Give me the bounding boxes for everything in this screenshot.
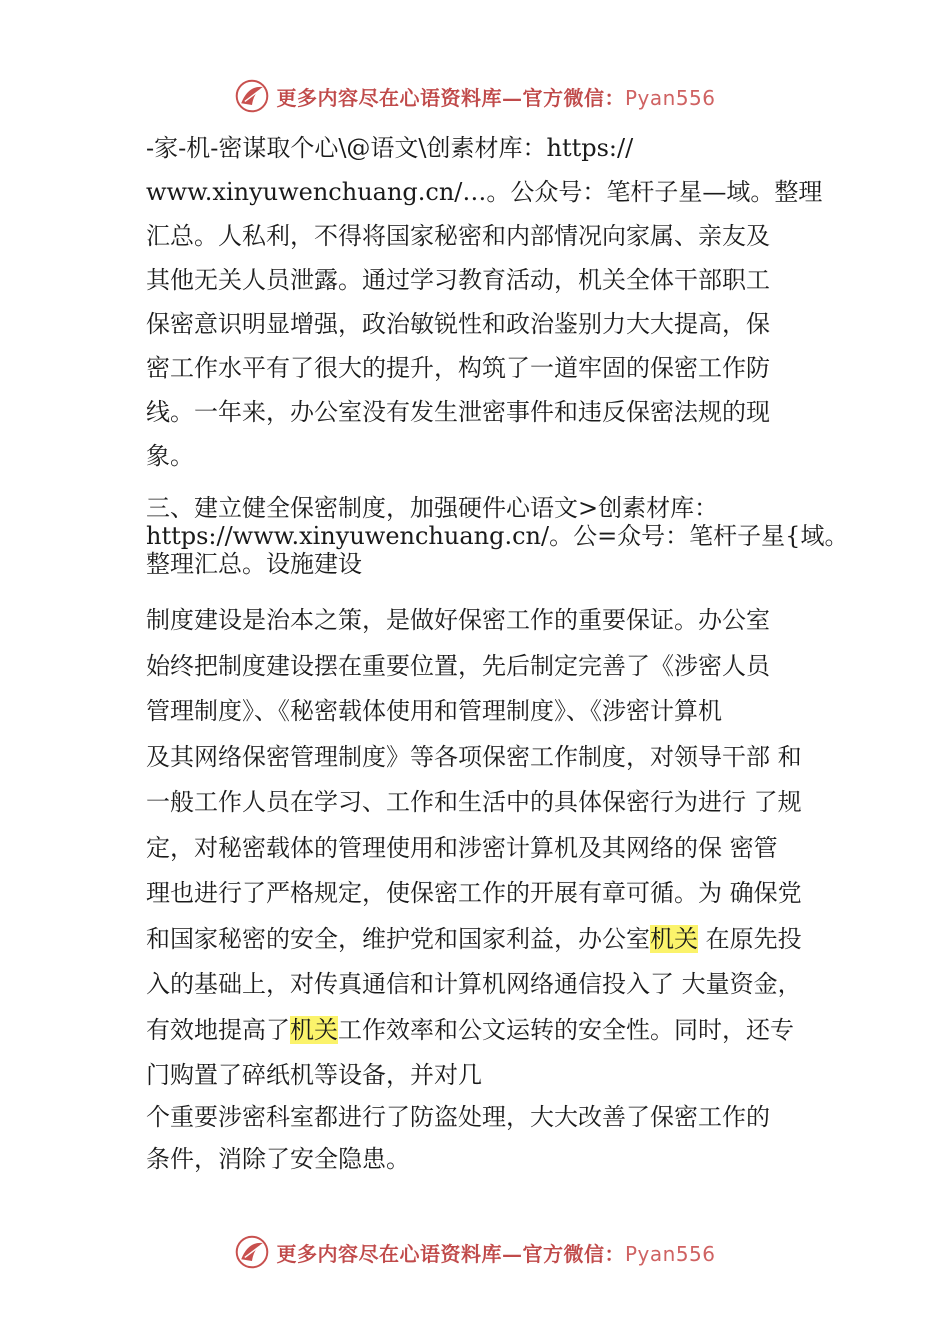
banner-content [234,1234,715,1270]
text-line: 定，对秘密载体的管理使用和涉密计算机及其网络的保 密管 [146,833,778,862]
banner-content [234,78,715,114]
brand-logo-icon [234,78,270,114]
footer-banner [0,1232,950,1272]
text-line: -家-机-密谋取个心\@语文\创素材库：https:// [146,134,634,162]
text-line: 密工作水平有了很大的提升，构筑了一道牢固的保密工作防 [146,354,770,382]
heading-line: 整理汇总。设施建设 [146,550,362,578]
heading-line: 三、建立健全保密制度，加强硬件心语文>创素材库： [146,494,719,522]
text-line [146,1008,846,1054]
text-segment: 有效地提高了 [146,1015,290,1044]
text-segment: 工作效率和公文运转的安全性。同时，还专 [338,1015,794,1044]
paragraph-1 [146,126,846,478]
paragraph-3 [146,1096,846,1180]
text-line: 个重要涉密科室都进行了防盗处理，大大改善了保密工作的 [146,1103,770,1131]
text-line: 制度建设是治本之策，是做好保密工作的重要保证。办公室 [146,606,770,634]
highlighted-term: 机关 [290,1015,338,1044]
text-line: 汇总。人私利，不得将国家秘密和内部情况向家属、亲友及 [146,222,770,250]
paragraph-2 [146,598,846,1099]
text-line: 象。 [146,442,194,470]
text-segment: 在原先投 [698,924,802,953]
text-line: 理也进行了严格规定，使保密工作的开展有章可循。为 确保党 [146,879,802,907]
section-heading [146,494,849,578]
heading-line: https://www.xinyuwenchuang.cn/。公=众号：笔杆子星{域。 [146,522,849,550]
text-line: 条件，消除了安全隐患。 [146,1145,410,1173]
brand-logo-icon [234,1234,270,1270]
banner-text: 更多内容尽在心语资料库—官方微信：Pyan556 [276,85,716,110]
text-line: 及其网络保密管理制度》等各项保密工作制度，对领导干部 和 [146,742,802,771]
text-line: 线。一年来，办公室没有发生泄密事件和违反保密法规的现 [146,398,770,426]
text-line: 始终把制度建设摆在重要位置，先后制定完善了《涉密人员 [146,651,770,680]
header-banner [0,76,950,116]
banner-text: 更多内容尽在心语资料库—官方微信：Pyan556 [276,1241,716,1266]
text-line: 入的基础上，对传真通信和计算机网络通信投入了 大量资金， [146,970,802,998]
text-line: 门购置了碎纸机等设备，并对几 [146,1061,482,1089]
banner-wechat-handle: Pyan556 [624,1241,716,1266]
banner-wechat-handle: Pyan556 [624,85,716,110]
text-line: 一般工作人员在学习、工作和生活中的具体保密行为进行 了规 [146,788,802,816]
text-line: 管理制度》、《秘密载体使用和管理制度》、《涉密计算机 [146,697,722,725]
highlighted-term: 机关 [650,924,698,953]
text-line: 保密意识明显增强，政治敏锐性和政治鉴别力大大提高，保 [146,310,770,338]
text-segment: 和国家秘密的安全，维护党和国家利益，办公室 [146,924,650,953]
text-line: www.xinyuwenchuang.cn/…。公众号：笔杆子星—域。整理 [146,178,823,206]
text-line [146,917,846,963]
text-line: 其他无关人员泄露。通过学习教育活动，机关全体干部职工 [146,266,770,294]
